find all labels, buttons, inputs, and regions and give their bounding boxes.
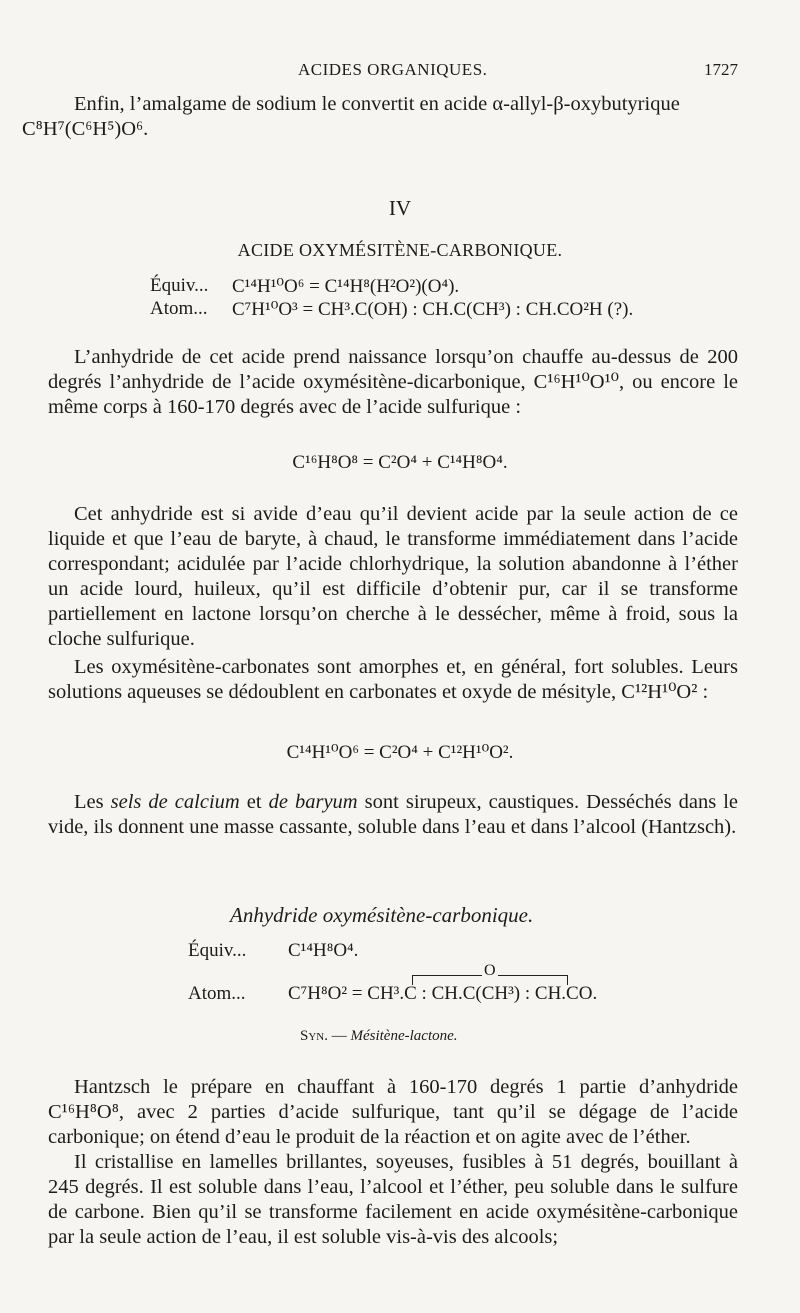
synonym-dash: — [331,1028,347,1044]
salts-text-end: sont sirupeux, caustiques. Desséchés dans le vide, ils donnent une masse cassante, soluble dans l’eau et dans l’alcool (Hantzsch). [48,791,739,838]
intro-formula: C⁸H⁷(C⁶H⁵)O⁶. [22,118,149,140]
intro-text: Enfin, l’amalgame de sodium le convertit en acide α-allyl-β-oxybutyrique [74,93,680,115]
salts-baryum: de baryum [268,791,358,813]
page-header [0,60,800,84]
atom-label: Atom... [150,298,208,319]
equiv-label: Équiv... [150,275,209,296]
paragraph-salts [48,790,738,840]
anhydride-title-text: Anhydride oxymésitène-carbonique. [230,903,534,927]
page-number: 1727 [704,60,738,79]
paragraph-preparation: Hantzsch le prépare en chauffant à 160-170 degrés 1 partie d’anhydride C¹⁶H⁸O⁸, avec 2 parties d’acide sulfurique, tant qu’il se dégage de l’acide carbonique; on étend d’eau le produit de la réaction et on agite avec de l’éther. [48,1076,738,1148]
paragraph-anhydride-origin: L’anhydride de cet acide prend naissance lorsqu’on chauffe au-dessus de 200 degrés l’anhydride de l’acide oxymésitène-dicarbonique, C¹⁶H¹⁰O¹⁰, ou encore le même corps à 160-170 degrés avec de l’acide sulfurique : [48,346,738,418]
anhydride-atom-formula: C⁷H⁸O² = CH³.C : CH.C(CH³) : CH.CO. [288,983,598,1004]
anhydride-equiv-label: Équiv... [188,940,247,961]
salts-text-mid: et [239,791,269,813]
synonym-value: Mésitène-lactone. [350,1028,458,1044]
atom-formula: C⁷H¹⁰O³ = CH³.C(OH) : CH.C(CH³) : CH.CO²H (?). [232,299,634,320]
equiv-formula: C¹⁴H¹⁰O⁶ = C¹⁴H⁸(H²O²)(O⁴). [232,276,460,297]
intro-paragraph [22,92,738,142]
section-number: IV [388,196,412,220]
paragraph-crystallization: Il cristallise en lamelles brillantes, soyeuses, fusibles à 51 degrés, bouillant à 245 degrés. Il est soluble dans l’eau, l’alcool et l’éther, peu soluble dans le sulfure de carbone. Bien qu’il se transforme facilement en acide oxymésitène-carbonique par la seule action de l’eau, il est soluble vis-à-vis des alcools; [48,1151,738,1248]
lactone-bridge-oxygen: O [484,962,496,979]
paragraph-carbonates: Les oxymésitène-carbonates sont amorphes et, en général, fort solubles. Leurs solutions aqueuses se dédoublent en carbonates et oxyde de mésityle, C¹²H¹⁰O² : [48,656,738,703]
salts-calcium: sels de calcium [110,791,240,813]
synonym-label: Syn. [300,1028,328,1044]
synonym-line [300,1028,458,1045]
salts-text-start: Les [74,791,111,813]
equation-carbonates: C¹⁴H¹⁰O⁶ = C²O⁴ + C¹²H¹⁰O². [286,742,514,763]
paragraph-anhydride-properties: Cet anhydride est si avide d’eau qu’il devient acide par la seule action de ce liquide et que l’eau de baryte, à chaud, le transforme immédiatement dans l’acide correspondant; acidulée par l’acide chlorhydrique, la solution abandonne à l’éther un acide lourd, huileux, qu’il est difficile d’obtenir pur, car il se transforme partiellement en lactone lorsqu’on cherche à le dessécher, même à froid, sous la cloche sulfurique. [48,503,738,650]
section-title: ACIDE OXYMÉSITÈNE-CARBONIQUE. [237,240,563,260]
anhydride-equiv-formula: C¹⁴H⁸O⁴. [288,940,359,961]
running-title: ACIDES ORGANIQUES. [298,60,488,79]
anhydride-title [230,903,533,928]
equation-decomposition: C¹⁶H⁸O⁸ = C²O⁴ + C¹⁴H⁸O⁴. [292,452,508,473]
anhydride-atom-label: Atom... [188,983,246,1004]
